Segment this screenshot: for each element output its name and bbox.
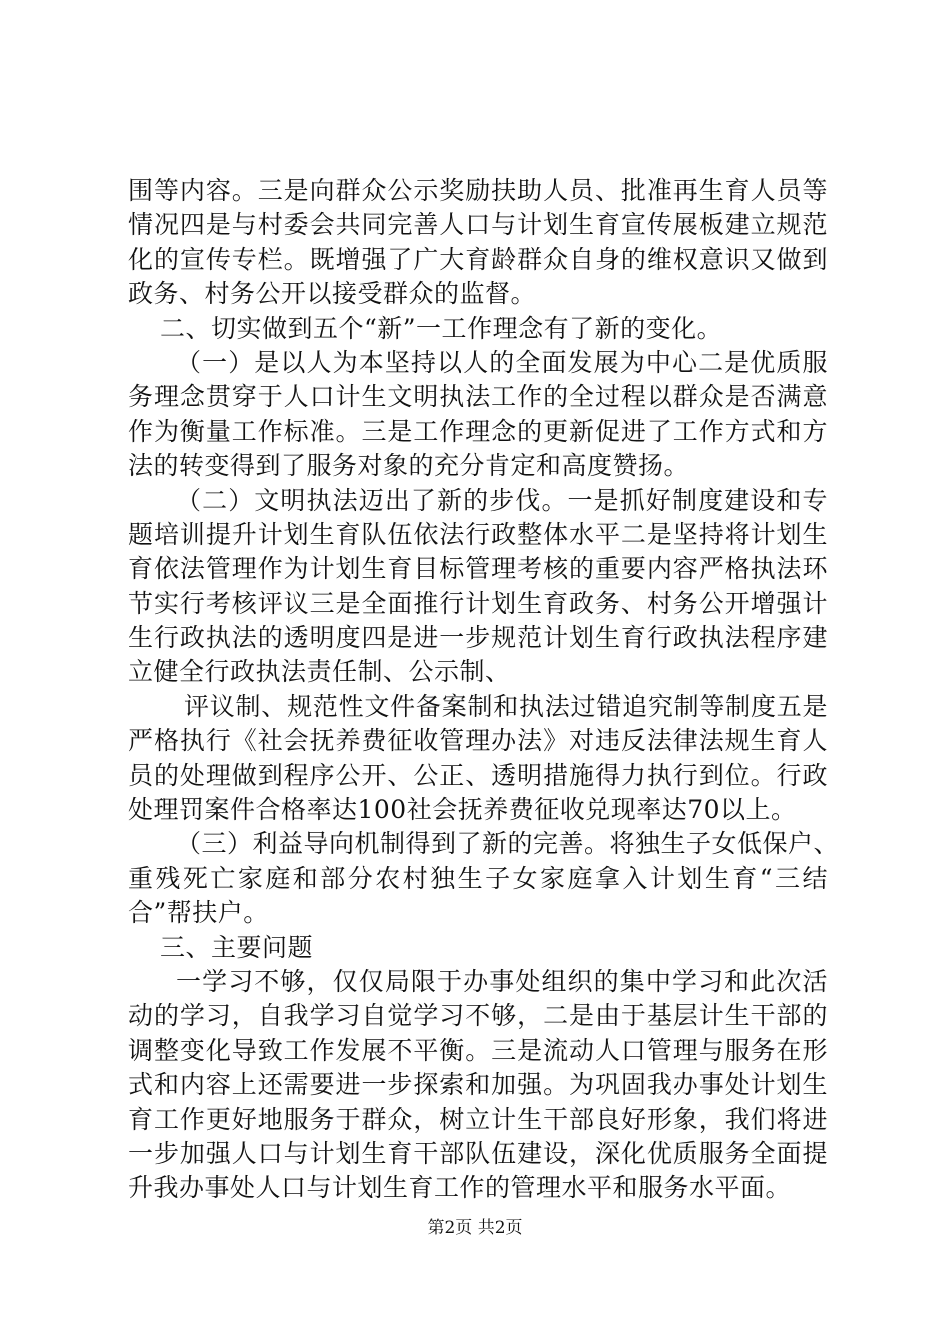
text-line: 育工作更好地服务于群众，树立计生干部良好形象，我们将进	[128, 1104, 828, 1134]
text-line: 严格执行《社会抚养费征收管理办法》对违反法律法规生育人	[128, 726, 828, 756]
text-line: 立健全行政执法责任制、公示制、	[128, 657, 511, 687]
text-line: 合”帮扶户。	[128, 898, 269, 928]
text-line: 处理罚案件合格率达100社会抚养费征收兑现率达70以上。	[128, 795, 797, 825]
text-line: 员的处理做到程序公开、公正、透明措施得力执行到位。行政	[128, 760, 828, 790]
text-line: 化的宣传专栏。既增强了广大育龄群众自身的维权意识又做到	[128, 244, 828, 274]
text-line: 务理念贯穿于人口计生文明执法工作的全过程以群众是否满意	[128, 382, 828, 412]
text-line: 节实行考核评议三是全面推行计划生育政务、村务公开增强计	[128, 588, 828, 618]
text-line: 生行政执法的透明度四是进一步规范计划生育行政执法程序建	[128, 623, 828, 653]
section-heading: 二、切实做到五个“新”一工作理念有了新的变化。	[160, 313, 723, 343]
text-line: 育依法管理作为计划生育目标管理考核的重要内容严格执法环	[128, 554, 828, 584]
text-line: （三）利益导向机制得到了新的完善。将独生子女低保户、	[176, 829, 840, 859]
text-line: 情况四是与村委会共同完善人口与计划生育宣传展板建立规范	[128, 210, 828, 240]
text-line: 一学习不够，仅仅局限于办事处组织的集中学习和此次活	[176, 966, 828, 996]
text-line: 题培训提升计划生育队伍依法行政整体水平二是坚持将计划生	[128, 519, 828, 549]
text-line: 作为衡量工作标准。三是工作理念的更新促进了工作方式和方	[128, 416, 828, 446]
text-line: 一步加强人口与计划生育干部队伍建设，深化优质服务全面提	[128, 1138, 828, 1168]
text-line: 升我办事处人口与计划生育工作的管理水平和服务水平面。	[128, 1173, 792, 1203]
text-line: 动的学习，自我学习自觉学习不够，二是由于基层计生干部的	[128, 1001, 828, 1031]
text-line: 重残死亡家庭和部分农村独生子女家庭拿入计划生育“三结	[128, 863, 828, 893]
text-line: 政务、村务公开以接受群众的监督。	[128, 279, 537, 309]
text-line: （一）是以人为本坚持以人的全面发展为中心二是优质服	[176, 347, 828, 377]
text-line: 围等内容。三是向群众公示奖励扶助人员、批准再生育人员等	[128, 176, 828, 205]
document-body	[128, 174, 840, 1206]
section-heading: 三、主要问题	[160, 932, 314, 962]
text-line: （二）文明执法迈出了新的步伐。一是抓好制度建设和专	[176, 485, 828, 515]
text-line: 评议制、规范性文件备案制和执法过错追究制等制度五是	[184, 691, 828, 721]
text-line: 法的转变得到了服务对象的充分肯定和高度赞扬。	[128, 451, 690, 481]
text-line: 式和内容上还需要进一步探索和加强。为巩固我办事处计划生	[128, 1070, 828, 1100]
page-footer: 第2页 共2页	[427, 1218, 523, 1238]
text-line: 调整变化导致工作发展不平衡。三是流动人口管理与服务在形	[128, 1035, 828, 1065]
